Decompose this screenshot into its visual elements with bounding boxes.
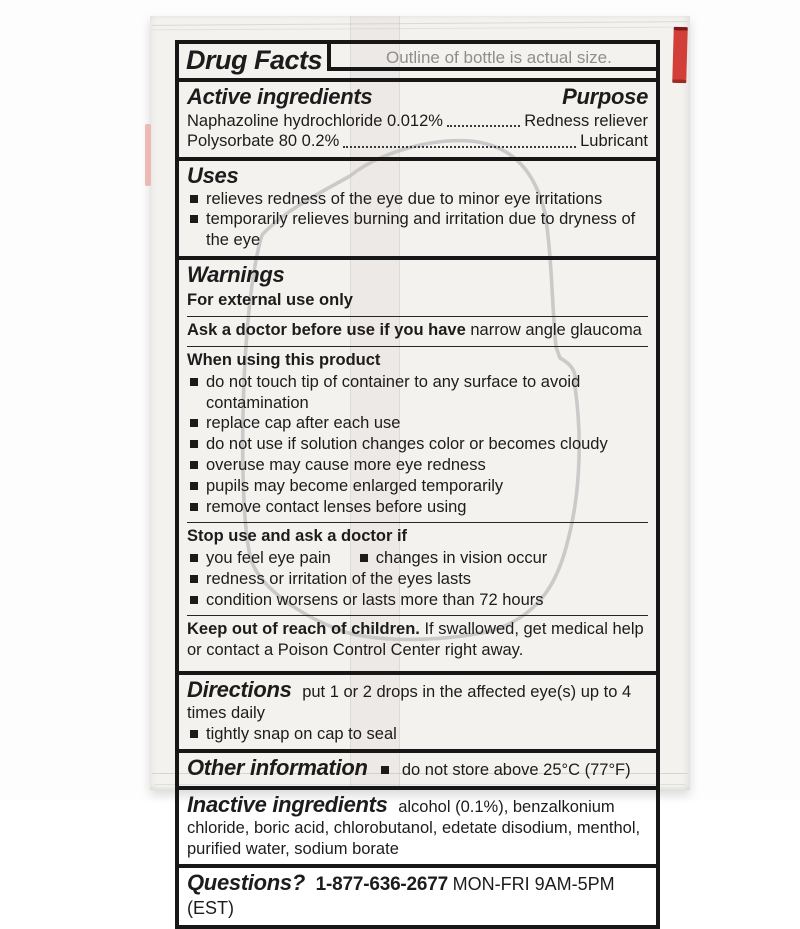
ask-doctor-bold: Ask a doctor before use if you have bbox=[187, 321, 466, 340]
bullet-square-icon bbox=[190, 596, 198, 604]
box-top-flap-line bbox=[152, 21, 688, 26]
stop-use-bullet bbox=[357, 548, 548, 569]
questions-hours: MON-FRI 9AM-5PM (EST) bbox=[187, 874, 615, 919]
bullet-text: condition worsens or lasts more than 72 hours bbox=[206, 590, 544, 609]
bullet-text: relieves redness of the eye due to minor eye irritations bbox=[206, 189, 603, 208]
box-top-flap-line-2 bbox=[152, 27, 688, 31]
bullet-text: redness or irritation of the eyes lasts bbox=[206, 569, 472, 588]
section-inactive-ingredients bbox=[179, 786, 656, 864]
bottle-size-note: Outline of bottle is actual size. bbox=[386, 48, 612, 67]
active-ingredients-heading: Active ingredients bbox=[187, 84, 373, 109]
box-red-side-edge bbox=[672, 27, 688, 83]
questions-heading: Questions? bbox=[187, 870, 306, 896]
section-uses bbox=[179, 157, 656, 256]
bullet-square-icon bbox=[190, 215, 198, 223]
stop-use-bullet bbox=[187, 590, 648, 611]
section-directions bbox=[179, 671, 656, 749]
warnings-heading: Warnings bbox=[187, 261, 285, 287]
active-ingredient-row bbox=[187, 111, 648, 132]
bullet-text: replace cap after each use bbox=[206, 414, 401, 433]
dot-leader bbox=[447, 125, 520, 127]
stop-use-bullet bbox=[187, 569, 648, 590]
bullet-square-icon bbox=[190, 419, 198, 427]
bullet-text: remove contact lenses before using bbox=[206, 497, 467, 516]
uses-bullet bbox=[187, 209, 648, 251]
when-using-heading: When using this product bbox=[187, 351, 381, 370]
ask-doctor-line bbox=[187, 317, 648, 347]
purpose-heading: Purpose bbox=[562, 84, 648, 109]
bullet-square-icon bbox=[190, 461, 198, 469]
keep-out-rest: If swallowed, get medical help or contact a Poison Control Center right away. bbox=[187, 620, 644, 660]
active-ingredient-row bbox=[187, 131, 648, 152]
section-active-ingredients bbox=[179, 78, 656, 157]
external-use-line: For external use only bbox=[187, 287, 648, 317]
directions-text: put 1 or 2 drops in the affected eye(s) up to 4 times daily bbox=[187, 682, 632, 722]
title-step-vertical bbox=[327, 44, 331, 67]
stop-use-bullet bbox=[187, 548, 331, 569]
inactive-ingredients-text: alcohol (0.1%), benzalkonium chloride, boric acid, chlorobutanol, edetate disodium, menthol, purified water, sodium borate bbox=[187, 798, 641, 858]
keep-out-of-reach-line bbox=[187, 616, 648, 666]
when-using-bullet bbox=[187, 455, 648, 476]
bullet-text: temporarily relieves burning and irritation due to dryness of the eye bbox=[206, 210, 636, 250]
box-pink-side-sliver bbox=[145, 124, 151, 186]
when-using-bullet bbox=[187, 476, 648, 497]
section-other-information bbox=[179, 749, 656, 786]
when-using-bullet bbox=[187, 497, 648, 518]
section-warnings bbox=[179, 256, 656, 671]
bullet-square-icon bbox=[190, 378, 198, 386]
bullet-text: pupils may become enlarged temporarily bbox=[206, 476, 504, 495]
panel-header bbox=[179, 44, 656, 78]
bullet-text: changes in vision occur bbox=[375, 549, 548, 568]
stop-use-heading: Stop use and ask a doctor if bbox=[187, 527, 408, 546]
other-information-heading: Other information bbox=[187, 755, 368, 781]
other-information-text: do not store above 25°C (77°F) bbox=[401, 761, 631, 780]
when-using-block bbox=[187, 347, 648, 523]
directions-bullet bbox=[187, 724, 648, 745]
directions-heading: Directions bbox=[187, 676, 292, 702]
bullet-text: do not use if solution changes color or becomes cloudy bbox=[206, 435, 608, 454]
bullet-square-icon bbox=[190, 440, 198, 448]
drug-facts-panel bbox=[175, 40, 660, 929]
when-using-bullet bbox=[187, 434, 648, 455]
ingredient-purpose: Lubricant bbox=[580, 132, 648, 151]
bullet-square-icon bbox=[190, 554, 198, 562]
when-using-bullet bbox=[187, 413, 648, 434]
bullet-text: do not touch tip of container to any surface to avoid contamination bbox=[206, 372, 581, 412]
product-box bbox=[150, 16, 690, 919]
bullet-text: tightly snap on cap to seal bbox=[206, 724, 397, 743]
ingredient-purpose: Redness reliever bbox=[524, 111, 648, 130]
bullet-square-icon bbox=[190, 482, 198, 490]
questions-phone: 1-877-636-2677 bbox=[315, 874, 449, 896]
bullet-square-icon bbox=[381, 766, 389, 774]
bullet-text: overuse may cause more eye redness bbox=[206, 455, 486, 474]
inactive-ingredients-heading: Inactive ingredients bbox=[187, 792, 388, 818]
ask-doctor-rest: narrow angle glaucoma bbox=[470, 321, 642, 340]
section-questions bbox=[179, 864, 656, 925]
bullet-square-icon bbox=[190, 730, 198, 738]
bullet-square-icon bbox=[360, 554, 368, 562]
ingredient-name: Polysorbate 80 0.2% bbox=[187, 132, 340, 151]
dot-leader bbox=[343, 146, 576, 148]
bullet-square-icon bbox=[190, 575, 198, 583]
ingredient-name: Naphazoline hydrochloride 0.012% bbox=[187, 111, 443, 130]
bullet-square-icon bbox=[190, 503, 198, 511]
bullet-text: you feel eye pain bbox=[206, 549, 331, 568]
when-using-bullet bbox=[187, 372, 648, 414]
drug-facts-title: Drug Facts bbox=[186, 45, 323, 75]
uses-heading: Uses bbox=[187, 162, 239, 188]
stop-use-block bbox=[187, 523, 648, 616]
keep-out-bold: Keep out of reach of children. bbox=[187, 620, 420, 639]
uses-bullet bbox=[187, 189, 648, 210]
bullet-square-icon bbox=[190, 195, 198, 203]
